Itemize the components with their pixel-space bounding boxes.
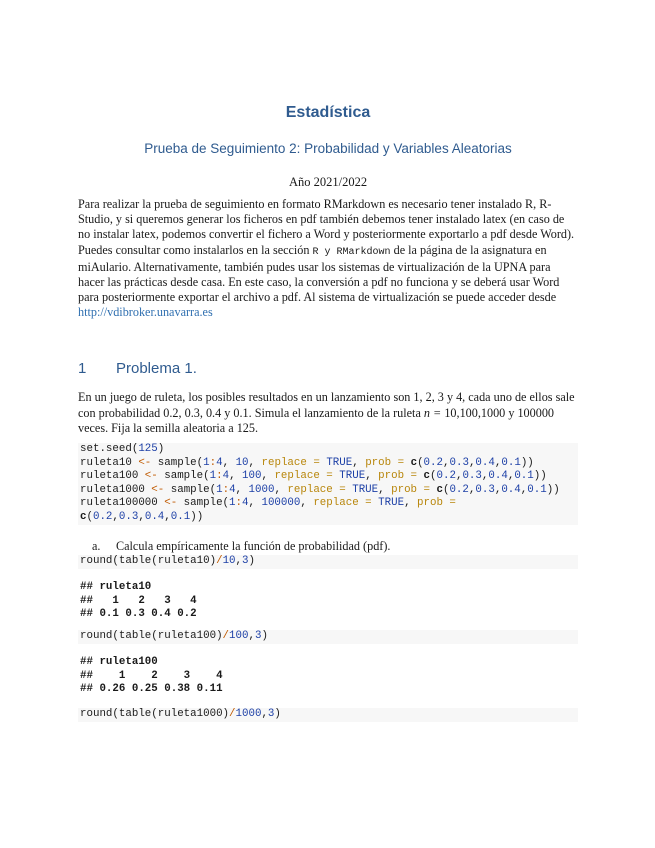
code-block-pdf100: round(table(ruleta100)/100,3): [78, 630, 578, 644]
intro-text-2: de la página de la asignatura en miAulario. Alternativamente, también pudes usar los sistemas de virtualización de la UPNA para hacer las prácticas desde casa. En este caso, la conversión a pdf no funciona y se deberá usar Word para posteriormente exportar el archivo a pdf. Al sistema de virtualización se puede acceder desde: [78, 242, 560, 305]
section-heading: [78, 360, 578, 377]
list-item-a: [92, 539, 572, 554]
problem-text-2: 10,100,1000 y 100000 veces. Fija la semilla aleatoria a 125.: [78, 405, 555, 435]
problem-text-1: En un juego de ruleta, los posibles resultados en un lanzamiento son 1, 2, 3 y 4, cada uno de ellos sale con probabilidad 0.2, 0.3, 0.4 y 0.1. Simula el lanzamiento de la ruleta: [78, 390, 575, 420]
code-block-pdf10: round(table(ruleta10)/10,3): [78, 555, 578, 569]
intro-paragraph: [78, 197, 578, 321]
document-subtitle: Prueba de Seguimiento 2: Probabilidad y Variables Aleatorias: [144, 141, 512, 156]
intro-inline-code: R y RMarkdown: [312, 246, 391, 258]
output-line: ## 0.1 0.3 0.4 0.2: [80, 608, 197, 621]
output-line: ## 0.26 0.25 0.38 0.11: [80, 683, 223, 696]
item-label: a.: [92, 539, 101, 553]
section-title: Problema 1.: [116, 360, 197, 377]
problem-paragraph: [78, 390, 578, 437]
section-number: 1: [78, 360, 87, 377]
output-line: ## 1 2 3 4: [80, 594, 197, 607]
vdibroker-link[interactable]: http://vdibroker.unavarra.es: [78, 305, 213, 320]
document-year: Año 2021/2022: [288, 175, 368, 189]
problem-math: n =: [423, 405, 442, 420]
item-text: Calcula empíricamente la función de probabilidad (pdf).: [116, 539, 391, 553]
output-line: ## ruleta10: [80, 581, 152, 593]
output-line: ## 1 2 3 4: [80, 669, 223, 682]
code-block-simulation: set.seed(125) ruleta10 <- sample(1:4, 10, replace = TRUE, prob = c(0.2,0.3,0.4,0.1)) ruleta100 <- sample(1:4, 100, replace = TRUE, prob = c(0.2,0.3,0.4,0.1)) ruleta1000 <- sample(1:4, 1000, replace = TRUE, prob = c(0.2,0.3,0.4,0.1)) ruleta100000 <- sample(1:4, 100000, replace = TRUE, prob = c(0.2,0.3,0.4,0.1)): [78, 443, 578, 525]
document-title: Estadística: [285, 104, 371, 121]
intro-text-1: Para realizar la prueba de seguimiento en formato RMarkdown es necesario tener instalado R, R-Studio, y si queremos generar los ficheros en pdf también debemos tener instalado latex (en caso de no instalar latex, podemos convertir el fichero a Word y posteriormente exportarlo a pdf desde Word). Puedes consultar como instalarlos en la sección: [78, 197, 575, 257]
code-block-pdf1000: round(table(ruleta1000)/1000,3): [78, 708, 578, 722]
output-ruleta100: [78, 656, 578, 697]
output-ruleta10: [78, 581, 578, 622]
output-line: ## ruleta100: [80, 656, 158, 668]
